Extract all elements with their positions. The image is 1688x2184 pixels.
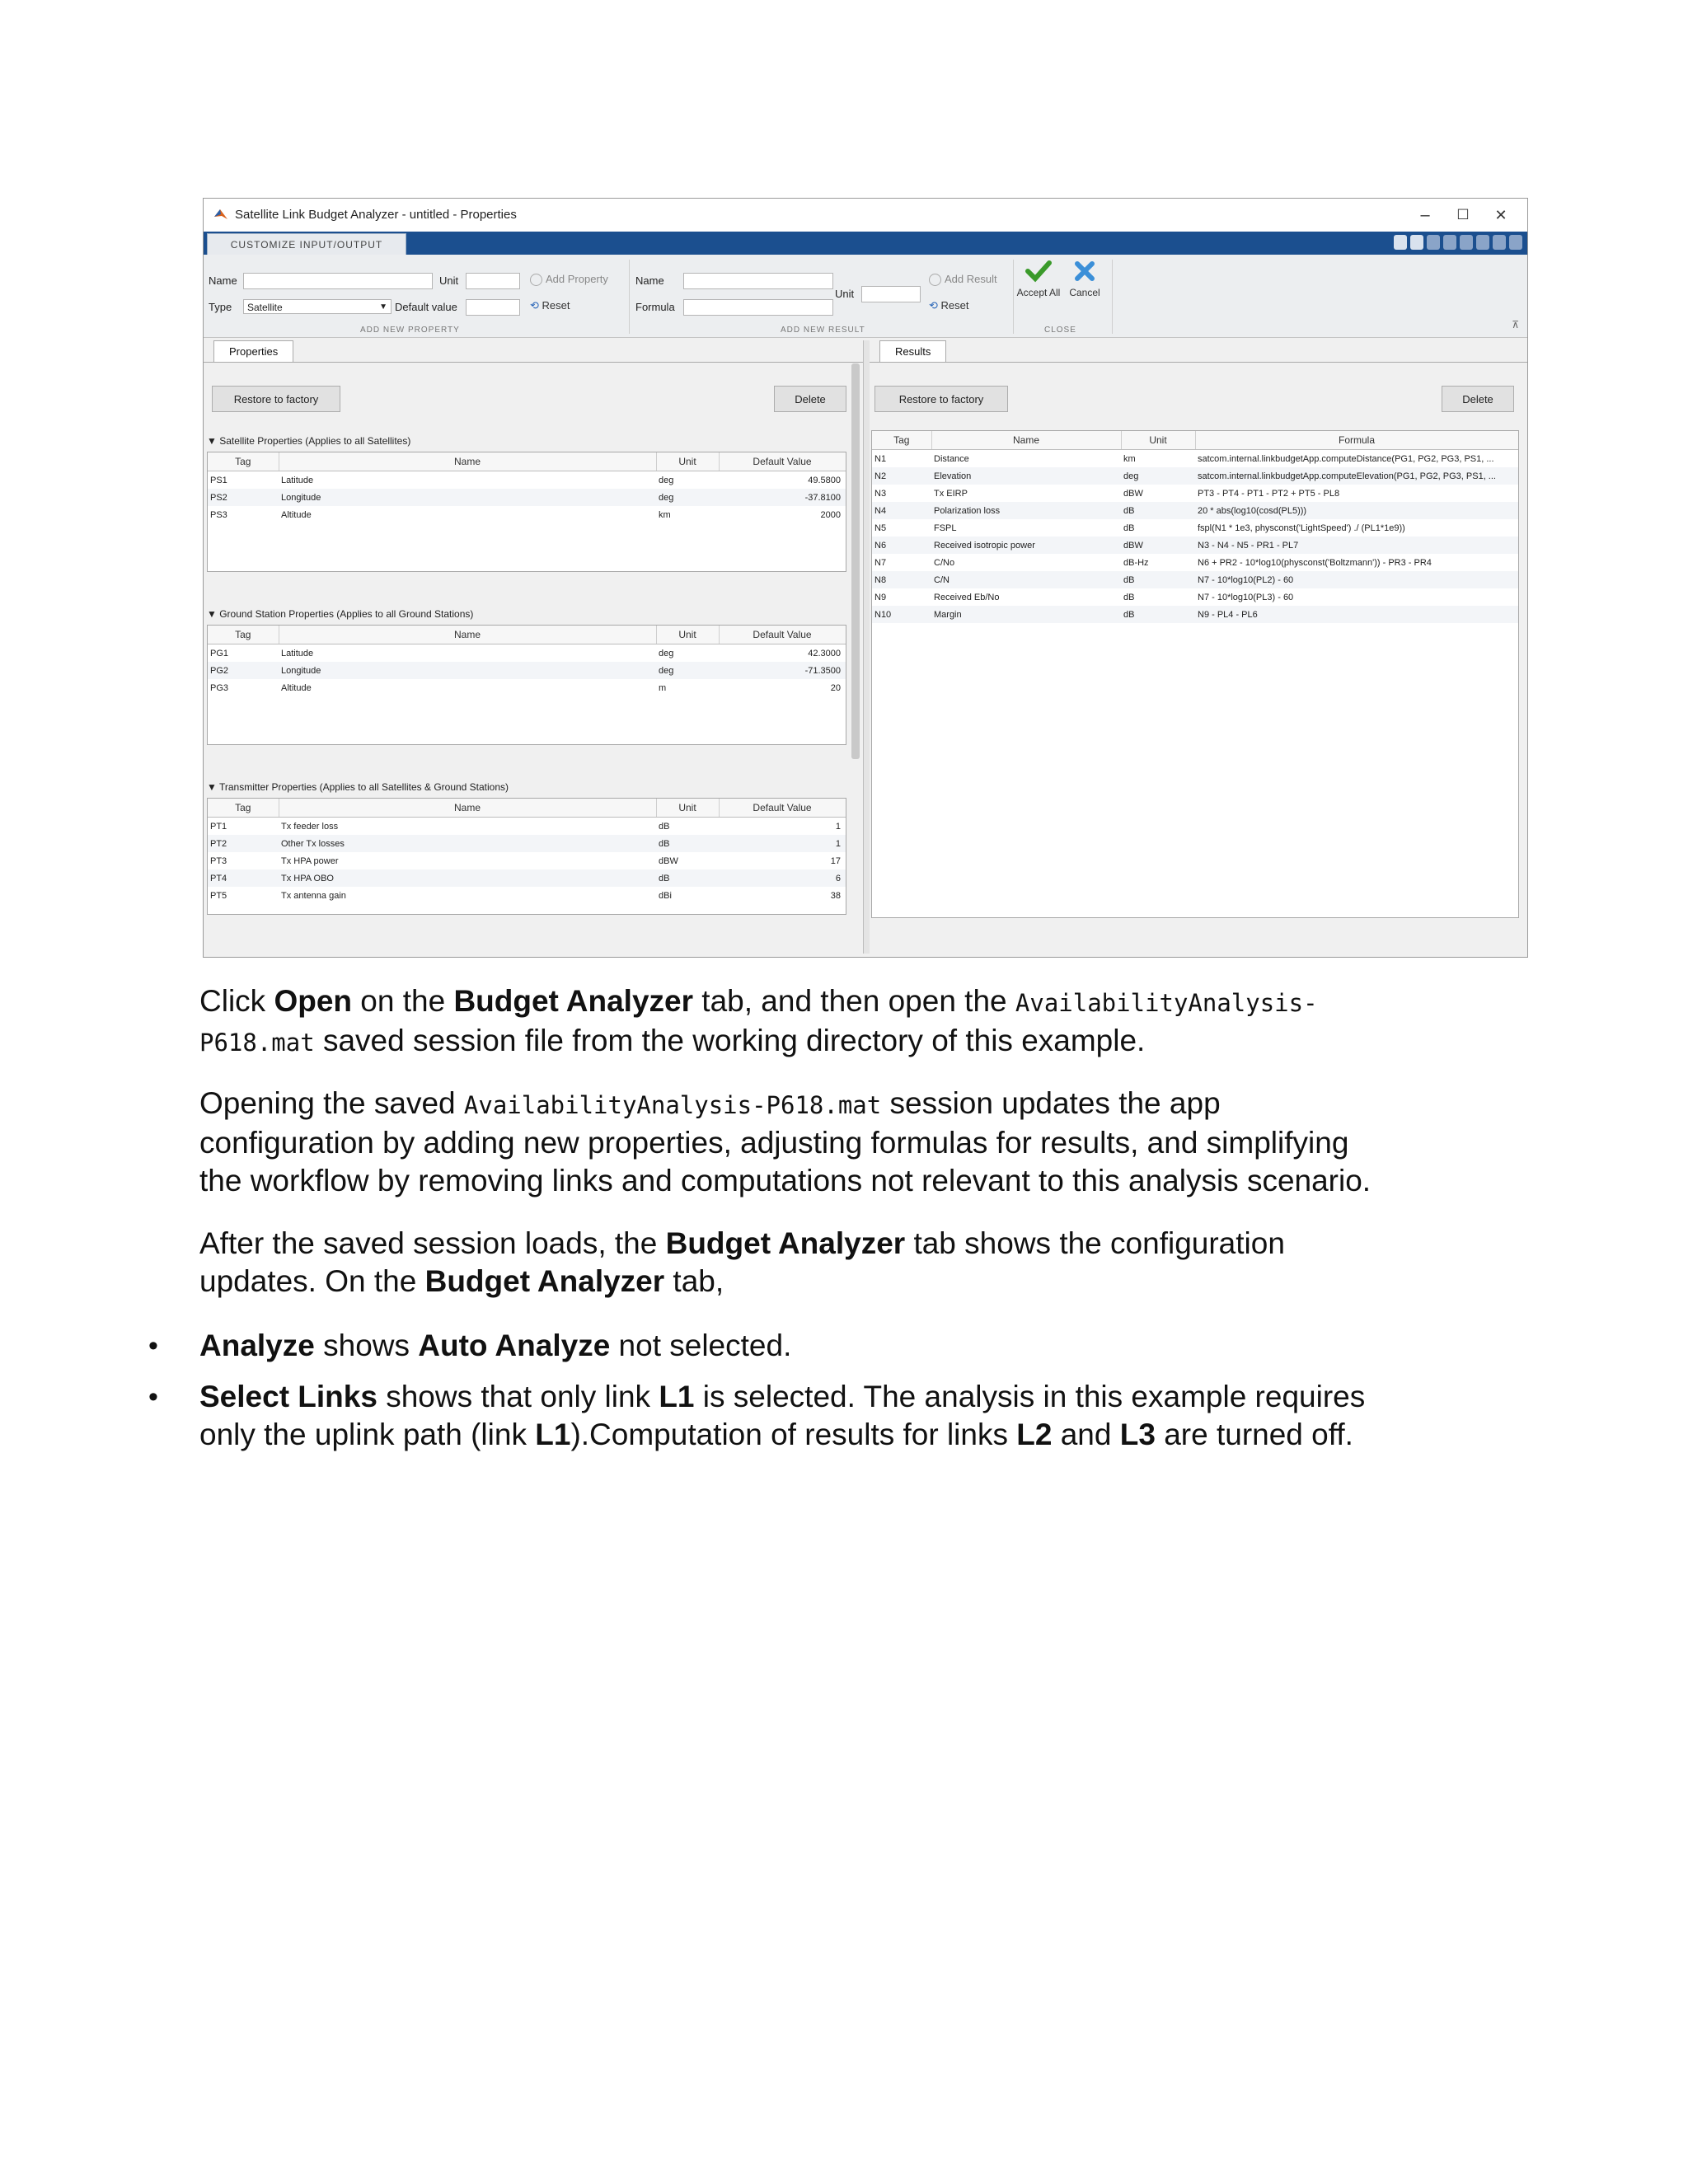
table-row[interactable]: PS2 Longitude deg -37.8100 [208, 489, 846, 506]
default-value-label: Default value [395, 301, 457, 313]
satellite-properties-heading[interactable]: ▼ Satellite Properties (Applies to all Satellites) [207, 435, 411, 447]
column-header[interactable]: Default Value [719, 626, 846, 644]
table-row[interactable]: N5 FSPL dB fspl(N1 * 1e3, physconst('LightSpeed') ./ (PL1*1e9)) [874, 523, 1405, 533]
results-panel [870, 340, 1527, 954]
bullet-marker: • [148, 1330, 158, 1361]
formula-input[interactable] [683, 299, 833, 316]
result-unit-input[interactable] [861, 286, 921, 302]
column-header[interactable]: Name [931, 431, 1121, 450]
section-close: CLOSE [1044, 326, 1076, 335]
redo-icon[interactable] [1427, 235, 1440, 250]
section-add-new-result: ADD NEW RESULT [781, 326, 865, 335]
window-title: Satellite Link Budget Analyzer - untitled - Properties [235, 208, 517, 222]
table-header [208, 626, 846, 644]
cancel-button[interactable]: Cancel [1064, 258, 1105, 324]
table-row[interactable]: N7 C/No dB-Hz N6 + PR2 - 10*log10(physconst('Boltzmann')) - PR3 - PR4 [874, 557, 1432, 568]
ribbon-toolstrip [204, 255, 1527, 338]
paragraph-2: Opening the saved AvailabilityAnalysis-P618.mat session updates the app configuration by adding new properties, adjusting formulas for results, and simplifying the workflow by removing links and computations not relevant to this analysis scenario. [199, 1086, 1372, 1197]
transmitter-properties-heading[interactable]: ▼ Transmitter Properties (Applies to all Satellites & Ground Stations) [207, 781, 509, 793]
table-row[interactable]: PT3 Tx HPA power dBW 17 [210, 855, 841, 866]
table-header [208, 452, 846, 471]
transmitter-properties-table [207, 798, 846, 915]
tab-properties[interactable]: Properties [213, 340, 293, 362]
table-row[interactable]: PS1 Latitude deg 49.5800 [210, 475, 841, 485]
results-table [871, 430, 1519, 918]
delete-button[interactable]: Delete [774, 386, 846, 412]
app-window [203, 198, 1528, 958]
type-label: Type [209, 301, 232, 313]
result-name-input[interactable] [683, 273, 833, 289]
reset-property-button[interactable]: ⟲ Reset [530, 299, 570, 312]
paragraph-3: After the saved session loads, the Budget Analyzer tab shows the configuration updates. On the Budget Analyzer tab, [199, 1226, 1285, 1298]
table-row[interactable]: N10 Margin dB N9 - PL4 - PL6 [872, 606, 1518, 623]
matlab-logo-icon [213, 207, 228, 222]
separator [1112, 260, 1113, 334]
add-icon [929, 274, 941, 286]
reset-icon: ⟲ [929, 299, 941, 312]
reset-result-button[interactable]: ⟲ Reset [929, 299, 969, 312]
column-header[interactable]: Tag [208, 452, 279, 471]
undo-icon[interactable] [1410, 235, 1423, 250]
properties-panel [204, 340, 863, 954]
satellite-properties-table [207, 452, 846, 572]
title-bar [204, 199, 1527, 232]
collapse-ribbon-icon[interactable]: ⊼ [1512, 319, 1519, 330]
paragraph-1: Click Open on the Budget Analyzer tab, and then open the AvailabilityAnalysis- P618.mat saved session file from the working directory of this example. [199, 984, 1318, 1057]
table-row[interactable]: PT5 Tx antenna gain dBi 38 [210, 890, 841, 901]
table-row[interactable]: N4 Polarization loss dB 20 * abs(log10(cosd(PL5))) [872, 502, 1518, 519]
properties-scrollbar[interactable] [851, 363, 860, 759]
property-name-input[interactable] [243, 273, 433, 289]
accept-all-button[interactable]: Accept All [1016, 258, 1061, 324]
bullet-item-1: Analyze shows Auto Analyze not selected. [199, 1329, 792, 1362]
separator [629, 260, 630, 334]
results-panel-body [870, 362, 1527, 954]
tab-customize-input-output[interactable]: CUSTOMIZE INPUT/OUTPUT [207, 233, 406, 255]
table-row[interactable]: N8 C/N dB N7 - 10*log10(PL2) - 60 [872, 571, 1518, 588]
copy-icon[interactable] [1460, 235, 1473, 250]
tab-results[interactable]: Results [879, 340, 946, 362]
ground-station-properties-heading[interactable]: ▼ Ground Station Properties (Applies to all Ground Stations) [207, 608, 474, 620]
type-select-value: Satellite [247, 302, 283, 313]
restore-to-factory-button[interactable]: Restore to factory [212, 386, 340, 412]
column-header[interactable]: Tag [872, 431, 931, 450]
name-label: Name [209, 274, 237, 287]
column-header[interactable]: Unit [656, 799, 719, 818]
help-icon[interactable] [1509, 235, 1522, 250]
result-name-label: Name [635, 274, 664, 287]
delete-button[interactable]: Delete [1442, 386, 1514, 412]
column-header[interactable]: Unit [1121, 431, 1195, 450]
table-header [208, 799, 846, 818]
table-row[interactable]: N1 Distance km satcom.internal.linkbudgetApp.computeDistance(PG1, PG2, PG3, PS1, ... [874, 453, 1494, 464]
column-header[interactable]: Name [279, 452, 656, 471]
result-unit-label: Unit [835, 288, 855, 300]
reset-icon: ⟲ [530, 299, 542, 312]
chevron-down-icon: ▼ [379, 302, 387, 312]
table-row[interactable]: PG3 Altitude m 20 [210, 682, 841, 693]
paste-icon[interactable] [1476, 235, 1489, 250]
table-row[interactable]: PT1 Tx feeder loss dB 1 [210, 821, 841, 832]
table-row[interactable]: N6 Received isotropic power dBW N3 - N4 - N5 - PR1 - PL7 [872, 537, 1518, 554]
bullet-marker: • [148, 1381, 158, 1413]
section-add-new-property: ADD NEW PROPERTY [360, 326, 460, 335]
unit-label: Unit [439, 274, 459, 287]
column-header[interactable]: Default Value [719, 452, 846, 471]
separator [1013, 260, 1014, 334]
column-header[interactable]: Formula [1195, 431, 1518, 450]
property-unit-input[interactable] [466, 273, 520, 289]
ground-station-properties-table [207, 625, 846, 745]
formula-label: Formula [635, 301, 675, 313]
table-row[interactable]: PT2 Other Tx losses dB 1 [208, 835, 846, 852]
save-icon[interactable] [1394, 235, 1407, 250]
table-row[interactable]: PT4 Tx HPA OBO dB 6 [208, 869, 846, 887]
column-header[interactable]: Name [279, 626, 656, 644]
add-icon [530, 274, 542, 286]
close-button[interactable]: ✕ [1494, 207, 1507, 223]
layout-icon[interactable] [1493, 235, 1506, 250]
table-row[interactable]: PG2 Longitude deg -71.3500 [208, 662, 846, 679]
properties-panel-body [204, 362, 863, 954]
column-header[interactable]: Unit [656, 452, 719, 471]
checkmark-icon [1024, 258, 1053, 284]
column-header[interactable]: Tag [208, 799, 279, 818]
column-header[interactable]: Tag [208, 626, 279, 644]
cancel-icon [1071, 258, 1098, 284]
type-select[interactable] [243, 299, 392, 314]
table-row[interactable]: N9 Received Eb/No dB N7 - 10*log10(PL3) - 60 [874, 592, 1294, 602]
minimize-button[interactable]: – [1420, 206, 1430, 224]
table-header [872, 431, 1518, 450]
column-header[interactable]: Name [279, 799, 656, 818]
bullet-item-2: Select Links shows that only link L1 is selected. The analysis in this example requires only the uplink path (link L1).Computation of results for links L2 and L3 are turned off. [199, 1380, 1366, 1451]
maximize-button[interactable]: ☐ [1456, 207, 1470, 223]
add-result-button[interactable]: Add Result [929, 273, 997, 286]
add-property-button[interactable]: Add Property [530, 273, 608, 286]
table-row[interactable]: N2 Elevation deg satcom.internal.linkbudgetApp.computeElevation(PG1, PG2, PG3, PS1, ... [872, 467, 1518, 485]
restore-to-factory-button[interactable]: Restore to factory [874, 386, 1008, 412]
column-header[interactable]: Unit [656, 626, 719, 644]
column-header[interactable]: Default Value [719, 799, 846, 818]
table-row[interactable]: PG1 Latitude deg 42.3000 [210, 648, 841, 658]
table-row[interactable]: PS3 Altitude km 2000 [210, 509, 841, 520]
default-value-input[interactable] [466, 299, 520, 316]
table-row[interactable]: N3 Tx EIRP dBW PT3 - PT4 - PT1 - PT2 + PT5 - PL8 [874, 488, 1340, 499]
cut-icon[interactable] [1443, 235, 1456, 250]
quick-access-toolbar [1394, 235, 1522, 250]
